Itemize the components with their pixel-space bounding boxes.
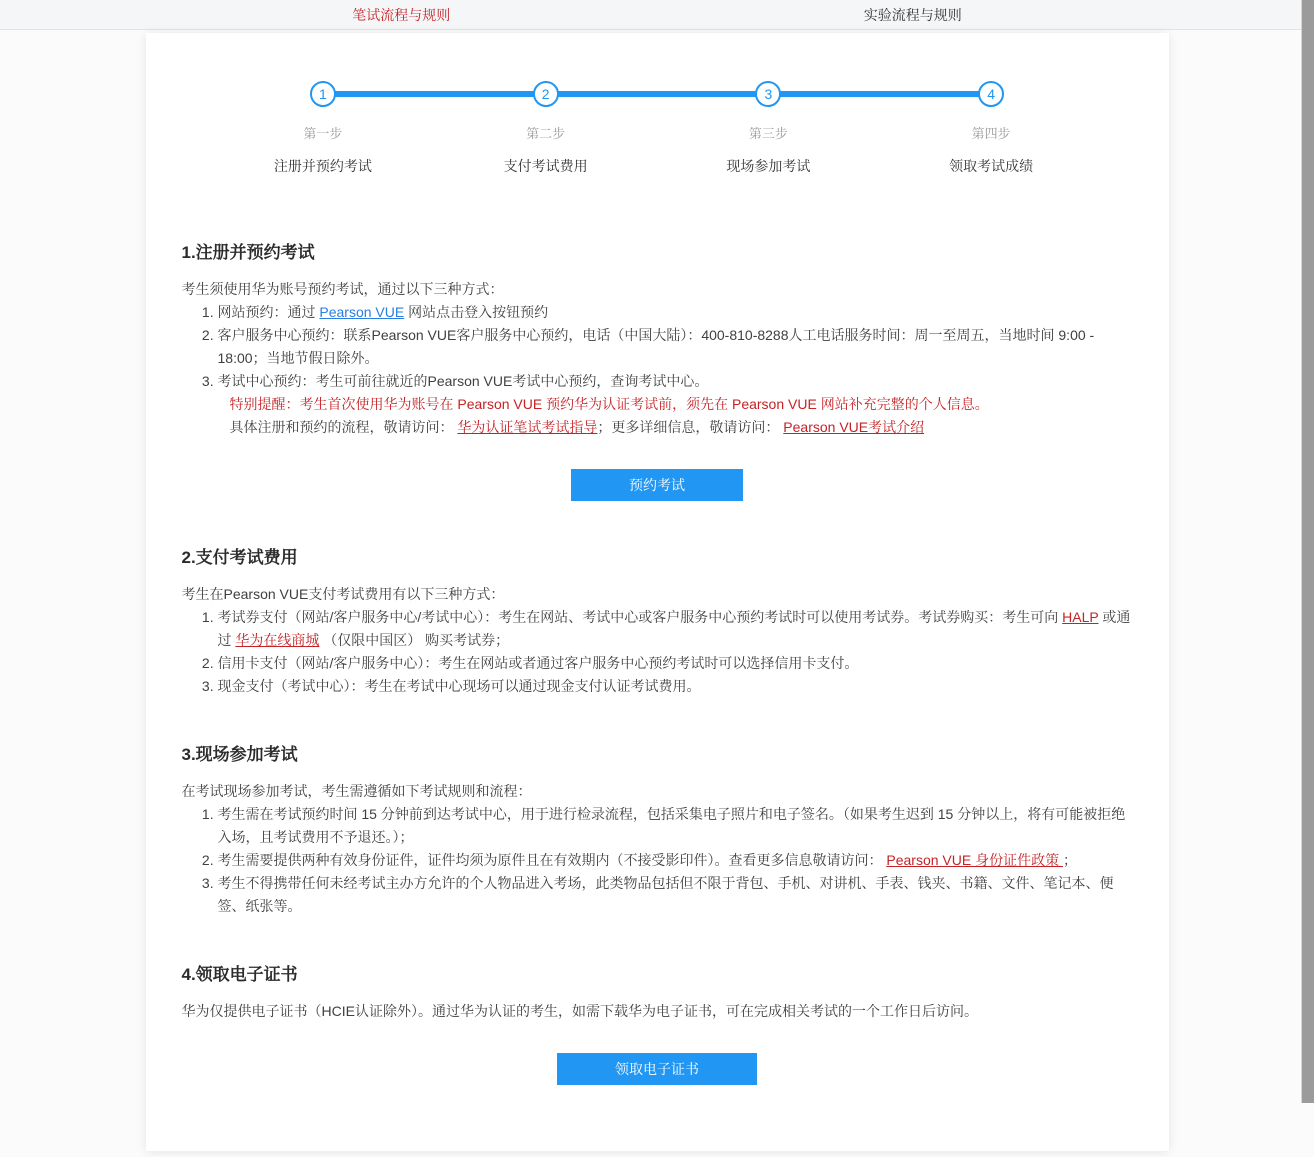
sections-container — [182, 238, 1133, 1085]
section-heading: 1.注册并预约考试 — [181, 243, 315, 262]
step-circle — [755, 81, 781, 107]
list-item — [218, 652, 1133, 675]
vertical-scrollbar[interactable] — [1301, 0, 1314, 1103]
halp-link[interactable]: HALP — [1062, 609, 1099, 625]
list-item — [218, 675, 1133, 698]
text-segment: 具体注册和预约的流程，敬请访问： — [229, 419, 458, 435]
section-intro: 考生在Pearson VUE支付考试费用有以下三种方式： — [181, 586, 505, 602]
huawei-online-mall-link[interactable]: 华为在线商城 — [235, 632, 320, 648]
note-line — [230, 416, 1133, 439]
text-segment: 现金支付（考试中心）：考生在考试中心现场可以通过现金支付认证考试费用。 — [217, 678, 701, 694]
step-circle — [533, 81, 559, 107]
text-segment: 考生不得携带任何未经考试主办方允许的个人物品进入考场，此类物品包括但不限于背包、手机、对讲机、手表、钱夹、书籍、文件、笔记本、便签、纸张等。 — [217, 875, 1114, 914]
section — [182, 740, 1133, 918]
text-segment: ； — [1063, 852, 1077, 868]
section-list — [204, 606, 1133, 698]
step-title: 领取考试成绩 — [949, 158, 1034, 174]
stepper-step — [880, 81, 1103, 176]
list-item — [218, 872, 1133, 918]
step-number: 1 — [318, 86, 327, 102]
text-segment: 网站预约：通过 — [217, 304, 320, 320]
text-segment: 考生需在考试预约时间 15 分钟前到达考试中心，用于进行检录流程，包括采集电子照片和电子签名。（如果考生迟到 15 分钟以上，将有可能被拒绝入场，且考试费用不予退还。）； — [217, 806, 1126, 845]
step-connector-line — [323, 91, 546, 97]
text-segment: ；更多详细信息，敬请访问： — [597, 419, 784, 435]
text-segment: 特别提醒：考生首次使用华为账号在 Pearson VUE 预约华为认证考试前，须先在 Pearson VUE 网站补充完整的个人信息。 — [229, 396, 989, 412]
section — [182, 238, 1133, 501]
section-list — [204, 803, 1133, 918]
list-item — [218, 606, 1133, 652]
step-label: 第四步 — [971, 126, 1011, 141]
step-circle — [310, 81, 336, 107]
text-segment: 考试券支付（网站/客户服务中心/考试中心）：考生在网站、考试中心或客户服务中心预约考试时可以使用考试券。考试券购买：考生可向 — [217, 609, 1063, 625]
step-title: 现场参加考试 — [726, 158, 811, 174]
step-circle — [978, 81, 1004, 107]
progress-stepper — [182, 81, 1133, 176]
text-segment: 信用卡支付（网站/客户服务中心）：考生在网站或者通过客户服务中心预约考试时可以选择信用卡支付。 — [217, 655, 859, 671]
text-segment: 考试中心预约：考生可前往就近的Pearson VUE考试中心预约，查询考试中心。 — [217, 373, 709, 389]
list-item — [218, 849, 1133, 872]
step-title: 支付考试费用 — [503, 158, 588, 174]
book-exam-button[interactable]: 预约考试 — [571, 469, 743, 501]
step-connector-line — [546, 91, 769, 97]
section-heading: 2.支付考试费用 — [181, 548, 298, 567]
list-item — [218, 370, 1133, 393]
section-intro: 华为仅提供电子证书（HCIE认证除外）。通过华为认证的考生，如需下载华为电子证书，可在完成相关考试的一个工作日后访问。 — [181, 1003, 978, 1019]
section-intro: 考生须使用华为账号预约考试，通过以下三种方式： — [181, 281, 504, 297]
text-segment: 考生需要提供两种有效身份证件，证件均须为原件且在有效期内（不接受影印件）。查看更多信息敬请访问： — [217, 852, 887, 868]
section-heading: 3.现场参加考试 — [181, 745, 298, 764]
note-line — [230, 393, 1133, 416]
claim-certificate-button[interactable]: 领取电子证书 — [557, 1053, 757, 1085]
content-card — [146, 33, 1169, 1151]
list-item — [218, 324, 1133, 370]
step-number: 4 — [987, 86, 996, 102]
id-document-policy-link[interactable]: Pearson VUE 身份证件政策 — [886, 852, 1063, 868]
section — [182, 960, 1133, 1085]
step-label: 第二步 — [526, 126, 566, 141]
list-item — [218, 301, 1133, 324]
step-number: 3 — [764, 86, 773, 102]
step-title: 注册并预约考试 — [273, 158, 372, 174]
written-exam-guide-link[interactable]: 华为认证笔试考试指导 — [457, 419, 598, 435]
section-intro: 在考试现场参加考试，考生需遵循如下考试规则和流程： — [181, 783, 532, 799]
step-label: 第一步 — [303, 126, 343, 141]
top-tab-bar — [0, 0, 1314, 30]
text-segment: 或通过 — [217, 609, 1131, 648]
step-label: 第三步 — [748, 126, 788, 141]
tab-bar-inner — [146, 0, 1169, 29]
text-segment: （仅限中国区） 购买考试券； — [319, 632, 510, 648]
pearson-vue-intro-link[interactable]: Pearson VUE考试介绍 — [783, 419, 925, 435]
section — [182, 543, 1133, 698]
step-connector-line — [768, 91, 991, 97]
step-number: 2 — [541, 86, 550, 102]
section-list — [204, 301, 1133, 393]
text-segment: 客户服务中心预约：联系Pearson VUE客户服务中心预约，电话（中国大陆）：400-810-8288人工电话服务时间：周一至周五，当地时间 9:00 - 18:00；当地节假日除外。 — [217, 327, 1095, 366]
list-item — [218, 803, 1133, 849]
tab-written-exam-rules[interactable]: 笔试流程与规则 — [352, 6, 451, 23]
text-segment: 网站点击登入按钮预约 — [404, 304, 549, 320]
pearson-vue-link[interactable]: Pearson VUE — [319, 304, 405, 320]
section-heading: 4.领取电子证书 — [181, 965, 298, 984]
tab-lab-exam-rules[interactable]: 实验流程与规则 — [863, 6, 962, 23]
